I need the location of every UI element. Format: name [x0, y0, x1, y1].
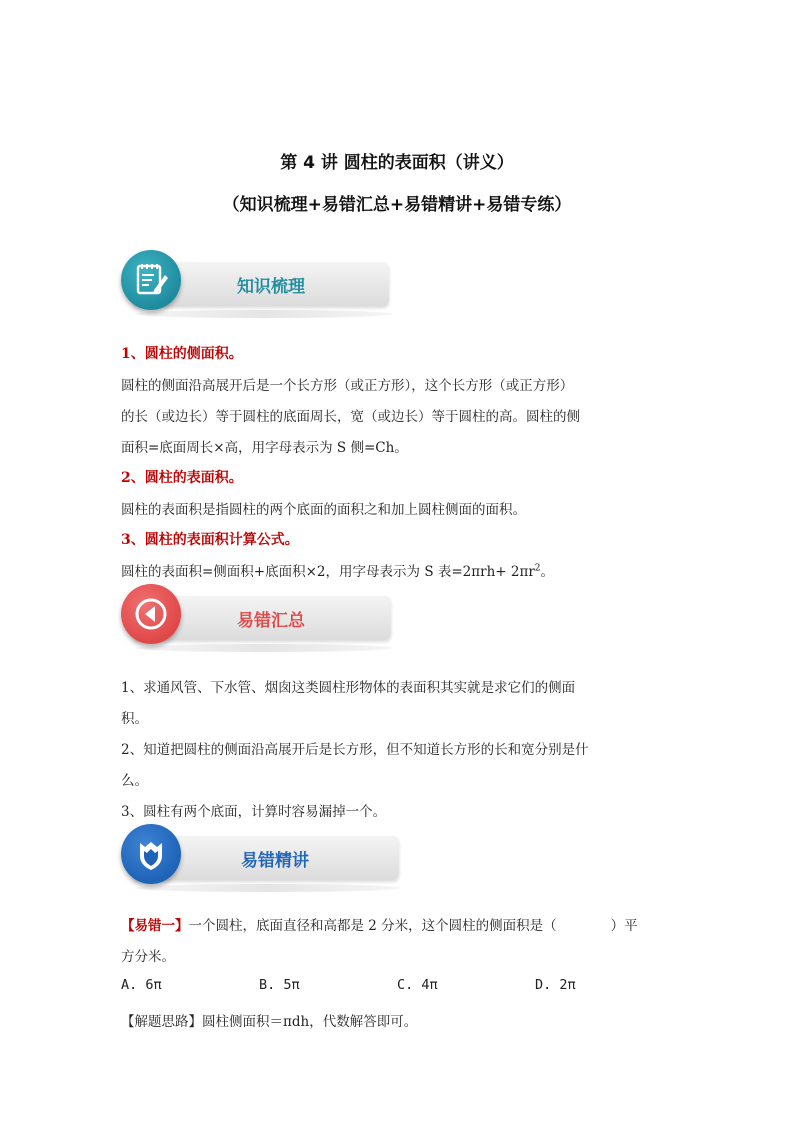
- banner-error-explained: [121, 824, 403, 898]
- shield-icon: [121, 824, 181, 884]
- question-tag: 【易错一】: [121, 918, 189, 934]
- list-item: 积。: [121, 711, 148, 727]
- option-a: A. 6π: [121, 977, 162, 993]
- list-item: 2、知道把圆柱的侧面沿高展开后是长方形，但不知道长方形的长和宽分别是什: [121, 742, 589, 758]
- heading-side-area: 1、圆柱的侧面积。: [121, 346, 243, 362]
- formula-line: 圆柱的表面积=侧面积+底面积×2，用字母表示为 S 表$=2\pi rh+ 2\pi r^2$。: [121, 563, 555, 580]
- heading-formula: 3、圆柱的表面积计算公式。: [121, 532, 299, 548]
- option-c: C. 4π: [397, 977, 438, 993]
- list-item: 么。: [121, 773, 148, 789]
- question-line: 【易错一】一个圆柱，底面直径和高都是 2 分米，这个圆柱的侧面积是（ ）平: [121, 918, 638, 934]
- option-b: B. 5π: [259, 977, 300, 993]
- banner-label: 知识梳理: [237, 277, 305, 297]
- paragraph-line: 的长（或边长）等于圆柱的底面周长，宽（或边长）等于圆柱的高。圆柱的侧: [121, 409, 580, 425]
- heading-surface-area: 2、圆柱的表面积。: [121, 470, 243, 486]
- question-line: 方分米。: [121, 949, 175, 965]
- paragraph-line: 面积=底面周长×高，用字母表示为 S 侧=Ch。: [121, 440, 408, 456]
- page-title: 第 4 讲 圆柱的表面积（讲义）: [280, 153, 514, 173]
- paragraph-line: 圆柱的侧面沿高展开后是一个长方形（或正方形），这个长方形（或正方形）: [121, 378, 574, 394]
- paragraph-line: 圆柱的表面积是指圆柱的两个底面的面积之和加上圆柱侧面的面积。: [121, 502, 526, 518]
- page-subtitle: （知识梳理+易错汇总+易错精讲+易错专练）: [222, 195, 572, 215]
- notepad-pencil-icon: [121, 250, 181, 310]
- list-item: 3、圆柱有两个底面，计算时容易漏掉一个。: [121, 804, 387, 820]
- banner-label: 易错汇总: [237, 611, 305, 631]
- list-item: 1、求通风管、下水管、烟囱这类圆柱形物体的表面积其实就是求它们的侧面: [121, 680, 576, 696]
- banner-label: 易错精讲: [241, 851, 309, 871]
- solution-hint: 【解题思路】圆柱侧面积＝πdh，代数解答即可。: [121, 1014, 418, 1030]
- option-d: D. 2π: [535, 977, 576, 993]
- banner-error-summary: [121, 584, 393, 658]
- play-back-icon: [121, 584, 181, 644]
- hint-tag: 【解题思路】: [121, 1014, 202, 1030]
- banner-knowledge: [121, 250, 393, 324]
